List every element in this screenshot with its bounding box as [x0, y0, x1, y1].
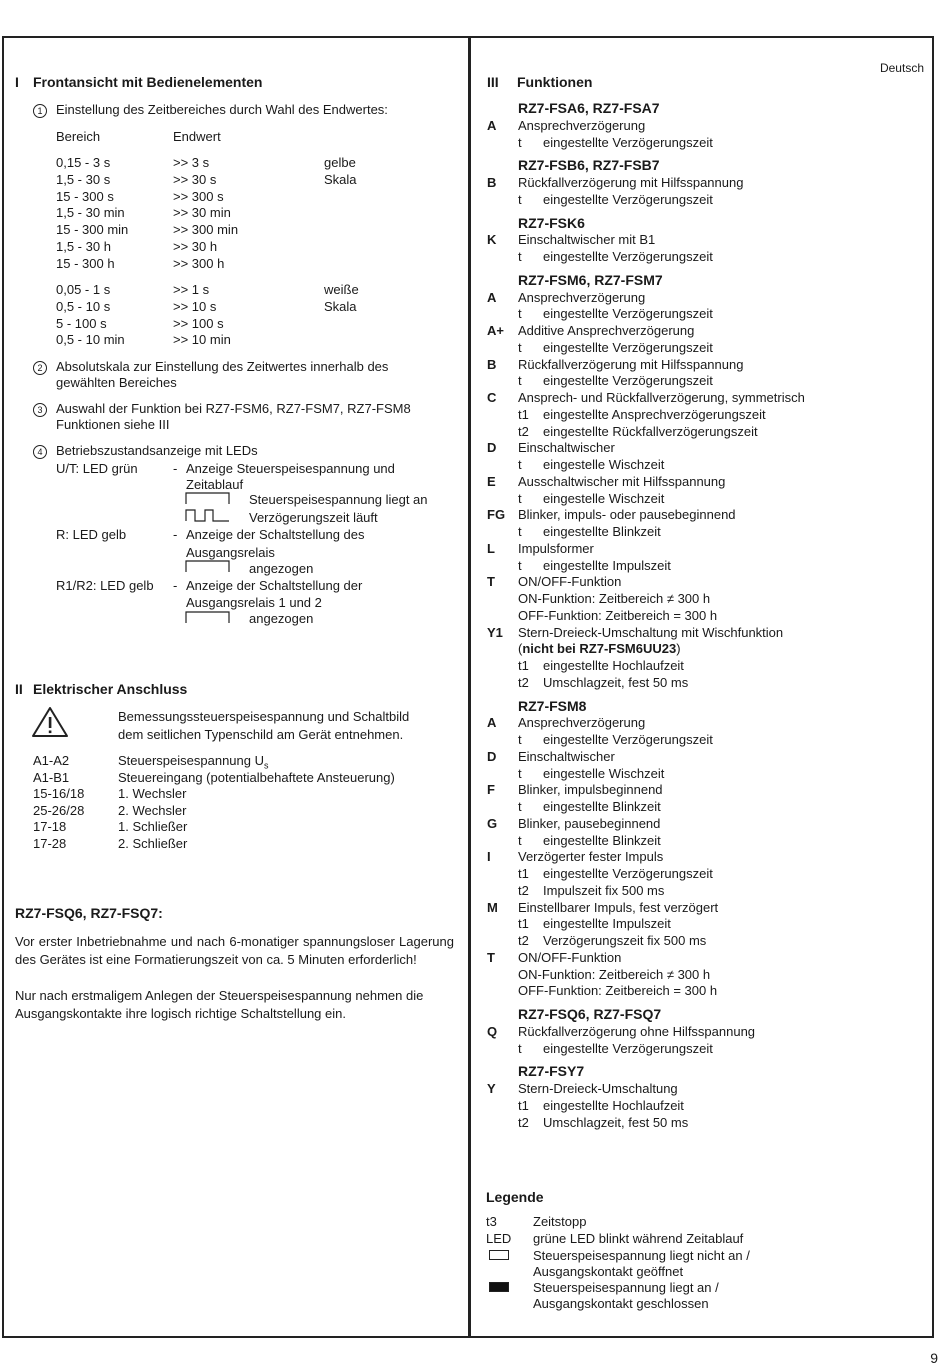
device-heading: RZ7-FSK6: [518, 214, 585, 231]
section-3-title: Funktionen: [517, 74, 593, 90]
function-description: ON-Funktion: Zeitbereich ≠ 300 h: [518, 966, 711, 982]
time-description: eingestelle Wischzeit: [543, 490, 665, 506]
time-symbol: t: [518, 373, 522, 389]
terminal-id: 25-26/28: [33, 802, 85, 818]
function-code: B: [487, 175, 497, 190]
table-head-range: Bereich: [56, 129, 101, 144]
terminal-desc: [118, 835, 187, 852]
time-description: eingestellte Verzögerungszeit: [543, 339, 713, 355]
led-r-desc1: Anzeige der Schaltstellung des: [186, 527, 365, 542]
warning-text-1: Bemessungssteuerspeisespannung und Schaltbild: [118, 709, 410, 724]
time-description: eingestellte Verzögerungszeit: [543, 373, 713, 389]
item-2-line1: Absolutskala zur Einstellung des Zeitwertes innerhalb des: [56, 359, 389, 374]
range-cell: 15 - 300 min: [56, 222, 129, 238]
function-code: A: [487, 715, 497, 731]
terminal-desc: [118, 802, 186, 819]
dash: -: [173, 527, 178, 542]
page-number: 9: [930, 1350, 938, 1366]
led-ut-p2: Verzögerungszeit läuft: [249, 510, 378, 525]
yellow-scale-label-2: Skala: [324, 172, 357, 187]
paren-close: ): [676, 641, 681, 657]
function-description: Einschaltwischer: [518, 440, 615, 456]
time-description: eingestellte Verzögerungszeit: [543, 1040, 713, 1056]
time-description: eingestellte Blinkzeit: [543, 524, 661, 539]
paren-open: (: [518, 641, 523, 657]
section-1-title: Frontansicht mit Bedienelementen: [33, 74, 263, 90]
function-code: T: [487, 949, 495, 965]
function-description: Einschaltwischer: [518, 748, 615, 764]
terminal-id: A1-A2: [33, 753, 70, 768]
time-description: Impulszeit fix 500 ms: [543, 882, 665, 898]
circle-number-3: 3: [33, 400, 47, 417]
function-code: Q: [487, 1023, 498, 1039]
time-description: Umschlagzeit, fest 50 ms: [543, 674, 689, 690]
range-cell: 1,5 - 30 s: [56, 171, 111, 187]
time-symbol: t1: [518, 866, 529, 881]
device-heading: RZ7-FSM8: [518, 697, 587, 714]
terminal-desc-text: Steuerspeisespannung U: [118, 753, 264, 768]
time-symbol: t2: [518, 423, 529, 439]
terminal-desc: [118, 769, 395, 786]
function-code: L: [487, 540, 495, 556]
function-code: Y: [487, 1081, 496, 1096]
language-label: Deutsch: [879, 61, 924, 75]
terminal-id: 17-18: [33, 819, 67, 835]
legend-title: Legende: [486, 1189, 544, 1205]
item-4-title: Betriebszustandsanzeige mit LEDs: [56, 443, 258, 458]
function-code: E: [487, 473, 496, 489]
function-description: ON/OFF-Funktion: [518, 574, 622, 590]
function-description: Blinker, impulsbeginnend: [518, 782, 663, 798]
function-description: Additive Ansprechverzögerung: [518, 323, 695, 338]
item-1-text: Einstellung des Zeitbereiches durch Wahl des Endwertes:: [56, 102, 388, 117]
function-description: OFF-Funktion: Zeitbereich = 300 h: [518, 983, 718, 999]
time-symbol: t1: [518, 1097, 529, 1113]
time-description: eingestelle Wischzeit: [543, 765, 665, 781]
led-r-label: R: LED gelb: [56, 527, 127, 542]
white-scale-label-2: Skala: [324, 299, 357, 314]
table-head-end: Endwert: [173, 129, 221, 144]
time-symbol: t: [518, 191, 522, 207]
function-description: ON/OFF-Funktion: [518, 949, 622, 965]
led-r-desc2: Ausgangsrelais: [186, 545, 275, 560]
section-1-number: I: [15, 74, 19, 90]
legend-closed-l2: Ausgangskontakt geschlossen: [533, 1296, 709, 1311]
device-heading: RZ7-FSQ6, RZ7-FSQ7: [518, 1006, 662, 1022]
range-cell: 5 - 100 s: [56, 315, 107, 331]
time-description: eingestellte Hochlaufzeit: [543, 1097, 684, 1113]
endvalue-cell: >> 300 min: [173, 222, 239, 238]
function-code: D: [487, 748, 497, 764]
circle-number-1: 1: [33, 101, 47, 118]
terminal-desc: [118, 818, 187, 835]
time-symbol: t: [518, 832, 522, 848]
led-ut-desc1: Anzeige Steuerspeisespannung und: [186, 461, 395, 476]
time-symbol: t2: [518, 674, 529, 690]
function-description: ON-Funktion: Zeitbereich ≠ 300 h: [518, 591, 711, 606]
function-description: Ansprech- und Rückfallverzögerung, symmetrisch: [518, 390, 805, 405]
endvalue-cell: >> 10 min: [173, 332, 231, 348]
legend-t3-key: t3: [486, 1214, 497, 1229]
time-symbol: t: [518, 134, 522, 150]
function-description: Ansprechverzögerung: [518, 289, 646, 305]
dash: -: [173, 461, 178, 476]
time-description: eingestellte Verzögerungszeit: [543, 732, 713, 747]
range-cell: 0,15 - 3 s: [56, 155, 111, 170]
time-description: eingestellte Blinkzeit: [543, 799, 661, 814]
terminal-desc-text: 2. Wechsler: [118, 802, 187, 818]
time-description: eingestellte Rückfallverzögerungszeit: [543, 423, 758, 439]
led-r12-desc1: Anzeige der Schaltstellung der: [186, 578, 363, 593]
time-symbol: t: [518, 557, 522, 573]
legend-led-text: grüne LED blinkt während Zeitablauf: [533, 1231, 744, 1246]
function-description: Rückfallverzögerung ohne Hilfsspannung: [518, 1023, 756, 1039]
function-code: T: [487, 574, 495, 590]
device-heading: RZ7-FSM6, RZ7-FSM7: [518, 271, 663, 288]
time-description: eingestellte Verzögerungszeit: [543, 866, 713, 881]
endvalue-cell: >> 1 s: [173, 282, 210, 297]
time-symbol: t1: [518, 406, 529, 422]
terminal-desc-text: 2. Schließer: [118, 836, 188, 851]
range-cell: 0,5 - 10 min: [56, 332, 125, 348]
function-description: Impulsformer: [518, 540, 594, 556]
function-code: C: [487, 390, 497, 405]
led-r12-p1: angezogen: [249, 611, 314, 626]
time-symbol: t: [518, 339, 522, 355]
pulse-on-icon: [185, 491, 233, 505]
legend-open-l1: Steuerspeisespannung liegt nicht an /: [533, 1248, 750, 1263]
section-2-number: II: [15, 681, 23, 697]
time-description: eingestellte Ansprechverzögerungszeit: [543, 406, 766, 422]
function-code: Y1: [487, 624, 503, 640]
function-description: Rückfallverzögerung mit Hilfsspannung: [518, 175, 744, 190]
endvalue-cell: >> 10 s: [173, 298, 217, 314]
time-symbol: t: [518, 1040, 522, 1056]
function-code: M: [487, 899, 498, 915]
pulse-on-icon: [185, 559, 233, 573]
time-description: eingestellte Hochlaufzeit: [543, 658, 684, 673]
led-r12-desc2: Ausgangsrelais 1 und 2: [186, 595, 322, 610]
function-code: A+: [487, 323, 504, 338]
device-heading: RZ7-FSY7: [518, 1063, 585, 1080]
time-description: eingestellte Verzögerungszeit: [543, 191, 713, 207]
range-cell: 15 - 300 h: [56, 255, 115, 271]
dash: -: [173, 578, 178, 593]
led-ut-p1: Steuerspeisespannung liegt an: [249, 492, 428, 507]
endvalue-cell: >> 30 s: [173, 171, 217, 187]
item-3-line2: Funktionen siehe III: [56, 417, 170, 432]
function-description: Stern-Dreieck-Umschaltung mit Wischfunktion: [518, 624, 784, 640]
time-symbol: t2: [518, 882, 529, 898]
range-cell: 1,5 - 30 min: [56, 205, 125, 221]
led-ut-label: U/T: LED grün: [56, 461, 138, 476]
time-description: eingestellte Blinkzeit: [543, 832, 661, 848]
range-cell: 0,05 - 1 s: [56, 282, 111, 297]
legend-led-key: LED: [486, 1231, 512, 1246]
time-symbol: t: [518, 799, 522, 814]
warning-triangle-icon: [31, 706, 69, 738]
section-3-number: III: [487, 74, 499, 90]
circle-number-4: 4: [33, 442, 47, 459]
range-cell: 1,5 - 30 h: [56, 239, 111, 254]
terminal-id: 15-16/18: [33, 786, 85, 802]
time-description: eingestellte Verzögerungszeit: [543, 306, 713, 322]
function-description: Ausschaltwischer mit Hilfsspannung: [518, 473, 726, 489]
column-divider: [468, 36, 471, 1338]
endvalue-cell: >> 3 s: [173, 155, 210, 170]
terminal-desc-text: 1. Wechsler: [118, 786, 187, 802]
function-description: OFF-Funktion: Zeitbereich = 300 h: [518, 607, 718, 623]
function-description: Verzögerter fester Impuls: [518, 849, 664, 865]
time-description: Umschlagzeit, fest 50 ms: [543, 1114, 689, 1130]
time-symbol: t1: [518, 658, 529, 673]
time-symbol: t: [518, 249, 522, 264]
function-description: Einschaltwischer mit B1: [518, 232, 656, 248]
terminal-id: A1-B1: [33, 769, 70, 785]
fsq-paragraph-1: Vor erster Inbetriebnahme und nach 6-monatiger spannungsloser Lagerung des Gerätes ist eine Formatierungszeit von ca. 5 Minuten erforderlich!: [15, 934, 454, 967]
range-cell: 15 - 300 s: [56, 188, 114, 204]
endvalue-cell: >> 300 s: [173, 188, 224, 204]
terminal-desc-text: Steuereingang (potentialbehaftete Ansteuerung): [118, 769, 395, 785]
device-heading: RZ7-FSB6, RZ7-FSB7: [518, 157, 660, 174]
fsq-title: RZ7-FSQ6, RZ7-FSQ7:: [15, 905, 163, 921]
endvalue-cell: >> 30 h: [173, 239, 218, 254]
function-description: Ansprechverzögerung: [518, 715, 646, 731]
time-symbol: t: [518, 765, 522, 781]
range-cell: 0,5 - 10 s: [56, 298, 111, 314]
led-r-p1: angezogen: [249, 561, 314, 576]
warning-text-2: dem seitlichen Typenschild am Gerät entnehmen.: [118, 727, 404, 742]
pulse-flash-icon: [185, 508, 233, 522]
time-symbol: t: [518, 524, 522, 539]
led-ut-desc2: Zeitablauf: [186, 477, 244, 492]
led-r12-label: R1/R2: LED gelb: [56, 578, 154, 593]
terminal-desc: [118, 785, 186, 802]
endvalue-cell: >> 300 h: [173, 255, 225, 271]
time-description: eingestellte Verzögerungszeit: [543, 134, 713, 150]
endvalue-cell: >> 30 min: [173, 205, 231, 221]
time-symbol: t: [518, 457, 522, 472]
function-description: Stern-Dreieck-Umschaltung: [518, 1081, 678, 1096]
endvalue-cell: >> 100 s: [173, 315, 224, 331]
time-symbol: t: [518, 490, 522, 506]
legend-open-l2: Ausgangskontakt geöffnet: [533, 1264, 684, 1279]
function-note: [518, 640, 681, 657]
function-code: FG: [487, 507, 506, 523]
time-description: eingestellte Impulszeit: [543, 557, 671, 573]
terminal-desc-text: 1. Schließer: [118, 819, 188, 835]
device-heading: RZ7-FSA6, RZ7-FSA7: [518, 100, 660, 116]
time-description: eingestelle Wischzeit: [543, 457, 665, 472]
function-description: Rückfallverzögerung mit Hilfsspannung: [518, 356, 744, 372]
function-code: D: [487, 440, 497, 456]
function-code: B: [487, 356, 497, 372]
bold-note: nicht bei RZ7-FSM6UU23: [522, 641, 677, 657]
time-symbol: t2: [518, 933, 529, 948]
yellow-scale-label: gelbe: [324, 155, 356, 170]
item-2-line2: gewählten Bereiches: [56, 375, 177, 390]
function-description: Blinker, pausebeginnend: [518, 815, 661, 831]
legend-closed-l1: Steuerspeisespannung liegt an /: [533, 1280, 719, 1295]
time-symbol: t: [518, 732, 522, 747]
item-3-line1: Auswahl der Funktion bei RZ7-FSM6, RZ7-FSM7, RZ7-FSM8: [56, 401, 411, 416]
time-description: eingestellte Impulszeit: [543, 916, 671, 932]
function-code: A: [487, 289, 497, 305]
terminal-id: 17-28: [33, 836, 67, 851]
time-symbol: t1: [518, 916, 529, 932]
circle-number-2: 2: [33, 358, 47, 375]
function-description: Einstellbarer Impuls, fest verzögert: [518, 899, 719, 915]
white-scale-label: weiße: [324, 282, 359, 297]
open-contact-box-icon: [489, 1250, 509, 1260]
legend-t3-text: Zeitstopp: [533, 1214, 587, 1229]
time-description: eingestellte Verzögerungszeit: [543, 249, 713, 264]
function-code: G: [487, 815, 498, 831]
function-code: K: [487, 232, 497, 248]
pulse-on-icon: [185, 610, 233, 624]
function-description: Ansprechverzögerung: [518, 117, 646, 133]
terminal-desc-subscript: s: [264, 760, 269, 771]
time-symbol: t2: [518, 1114, 529, 1130]
function-description: Blinker, impuls- oder pausebeginnend: [518, 507, 736, 523]
time-description: Verzögerungszeit fix 500 ms: [543, 933, 707, 948]
fsq-paragraph-2: Nur nach erstmaligem Anlegen der Steuerspeisespannung nehmen die Ausgangskontakte ihre logisch richtige Schaltstellung ein.: [15, 988, 424, 1021]
function-code: A: [487, 117, 497, 133]
closed-contact-box-icon: [489, 1282, 509, 1292]
section-2-title: Elektrischer Anschluss: [33, 681, 188, 697]
function-code: F: [487, 782, 495, 798]
time-symbol: t: [518, 306, 522, 322]
function-code: I: [487, 849, 491, 865]
